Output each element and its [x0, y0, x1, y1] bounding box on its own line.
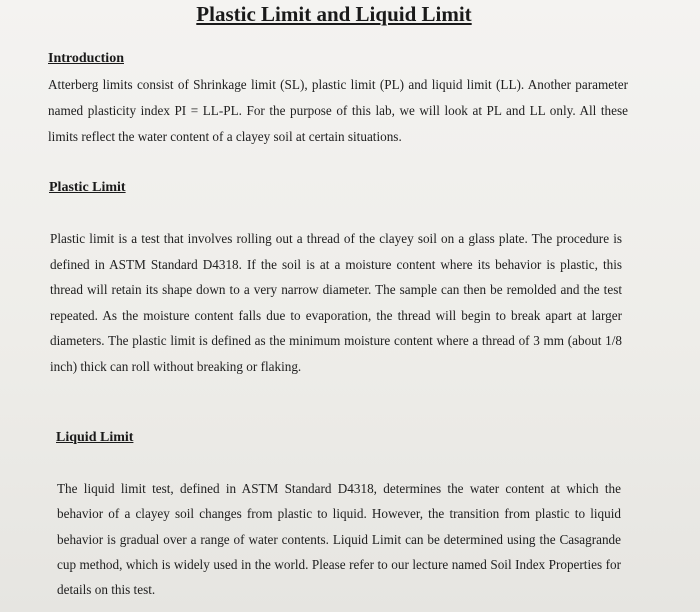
- section-heading-plastic-limit: Plastic Limit: [49, 180, 126, 195]
- section-body-introduction: Atterberg limits consist of Shrinkage limit (SL), plastic limit (PL) and liquid limit (LL). Another parameter named plasticity index PI = LL-PL. For the purpose of this lab, we will look at PL and LL only. All these limits reflect the water content of a clayey soil at certain situations.: [48, 77, 628, 144]
- section-heading-liquid-limit: Liquid Limit: [56, 430, 134, 445]
- section-heading-introduction: Introduction: [48, 51, 124, 66]
- section-body-liquid-limit: The liquid limit test, defined in ASTM Standard D4318, determines the water content at which the behavior of a clayey soil changes from plastic to liquid. However, the transition from plastic to liquid behavior is gradual over a range of water contents. Liquid Limit can be determined using the Casagrande cup method, which is widely used in the world. Please refer to our lecture named Soil Index Properties for details on this test.: [57, 481, 621, 598]
- document-title: Plastic Limit and Liquid Limit: [196, 2, 472, 26]
- section-body-plastic-limit: Plastic limit is a test that involves rolling out a thread of the clayey soil on a glass plate. The procedure is defined in ASTM Standard D4318. If the soil is at a moisture content where its behavior is plastic, this thread will retain its shape down to a very narrow diameter. The sample can then be remolded and the test repeated. As the moisture content falls due to evaporation, the thread will begin to break apart at larger diameters. The plastic limit is defined as the minimum moisture content where a thread of 3 mm (about 1/8 inch) thick can roll without breaking or flaking.: [50, 231, 622, 374]
